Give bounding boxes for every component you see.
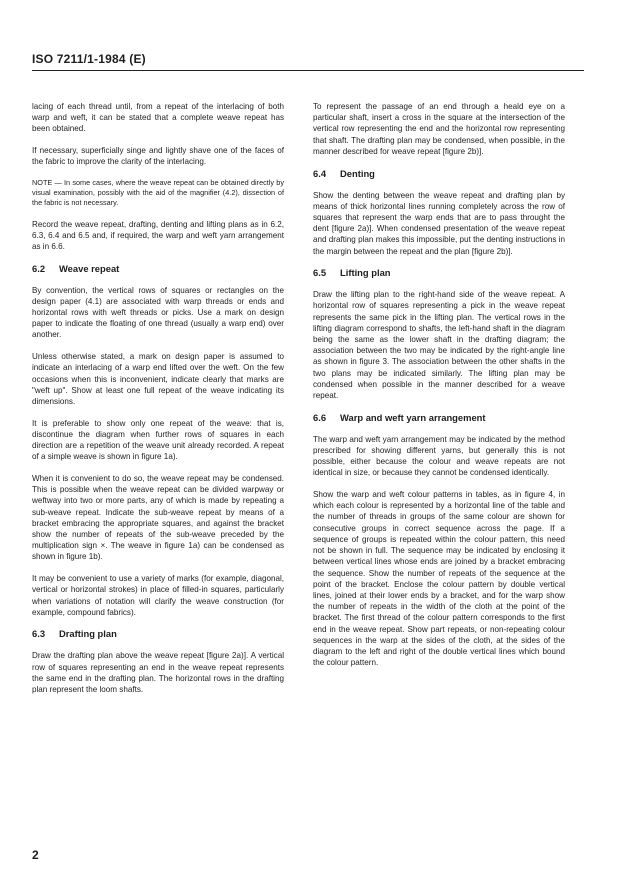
section-number: 6.3	[32, 628, 46, 640]
section-number: 6.5	[313, 267, 327, 279]
section-number: 6.4	[313, 167, 327, 179]
paragraph: Show the denting between the weave repeat and drafting plan by means of thick horizontal lines running completely across the row of squares that represent the warp ends that are to pass throught the dent [figure 2a)]. When condensed presentation of the weave repeat and drafting plan makes this impossible, put the denting instructions in the margin between the repeat and the plan [figure 2b)].	[313, 190, 565, 256]
paragraph: Draw the lifting plan to the right-hand side of the weave repeat. A horizontal row of squares representing a pick in the weave repeat represents the same pick in the lifting plan. The vertical rows in the lifting diagram correspond to shafts, the left-hand shaft in the diagram being the same as the lower shaft in the drafting diagram; the association between the two may be indicated by the right-angle line as shown in figure 3. The association between the other shafts in the two plans may be indicated similarly. The lifting plan may be condensed when possible in the manner described for a weave repeat.	[313, 290, 565, 401]
note: NOTE — In some cases, where the weave repeat can be obtained directly by visual examination, possibly with the aid of the magnifier (4.2), dissection of the fabric is not necessary.	[32, 178, 284, 208]
paragraph: Draw the drafting plan above the weave repeat [figure 2a)]. A vertical row of squares representing an end in the weave repeat represents the same end in the drafting plan. The horizontal rows in the drafting plan represent the loom shafts.	[32, 651, 284, 695]
section-heading-6-3	[32, 628, 284, 640]
right-column	[313, 101, 565, 679]
paragraph: lacing of each thread until, from a repeat of the interlacing of both warp and weft, it can be stated that a complete weave repeat has been obtained.	[32, 102, 284, 134]
paragraph: By convention, the vertical rows of squares or rectangles on the design paper (4.1) are associated with warp threads or ends and horizontal rows with weft threads or picks. Use a mark on design paper to indicate the floating of one thread (usually a warp end) over another.	[32, 285, 284, 340]
paragraph: The warp and weft yarn arrangement may be indicated by the method prescribed for showing different yarns, but generally this is not possible, either because the colour and weave repeats are not identical in size, or because they cannot be condensed identically.	[313, 434, 565, 478]
section-number: 6.6	[313, 411, 327, 423]
section-heading-6-5	[313, 267, 565, 279]
paragraph: It may be convenient to use a variety of marks (for example, diagonal, vertical or horizontal strokes) in place of filled-in squares, particularly when variations of notation will clarify the weave construction (for example, compound fabrics).	[32, 574, 284, 617]
paragraph: To represent the passage of an end through a heald eye on a particular shaft, insert a cross in the square at the intersection of the vertical row representing the end and the horizontal row representing that shaft. The drafting plan may be condensed, when possible, in the manner described for weave repeat [figure 2b)].	[313, 102, 565, 156]
section-title: Denting	[340, 167, 375, 179]
paragraph: It is preferable to show only one repeat of the weave: that is, discontinue the diagram when further rows of squares in each direction are a repetition of the weave unit already recorded. A repeat of a simple weave is shown in figure 1a).	[32, 418, 284, 462]
section-title: Warp and weft yarn arrangement	[340, 411, 486, 423]
paragraph: Show the warp and weft colour patterns in tables, as in figure 4, in which each colour is represented by a horizontal line of the table and the number of threads in groups of the same colour are shown for consecutive groups in correct sequence across the page. If a sequence of groups is repeated within the colour pattern, this need not be shown in full. The sequence may be indicated by enclosing it between vertical lines whose ends are joined by a bracket embracing the sequence. Show the number of repeats of the sequence at the point of the bracket. Enclose the colour pattern by double vertical lines, joined at their lower ends by a bracket, and for the warp show the number of repeats in the width of the cloth at the point of the bracket. The first thread of the colour pattern corresponds to the first end in the weave repeat. Show part repeats, or non-repeating colour sequences in the warp at the sides of the cloth, at the sides of the diagram to the left and right of the double vertical lines which bound the colour pattern.	[313, 490, 565, 668]
paragraph: When it is convenient to do so, the weave repeat may be condensed. This is possible when the weave repeat can be divided warpway or weftway into two or more parts, any of which is made by repeating a sub-weave repeat. Indicate the sub-weave repeat by means of a bracket embracing the appropriate squares, and against the bracket show the number of repeats of the sub-weave preceded by the multiplication sign ×. The weave in figure 1a) can be condensed as shown in figure 1b).	[32, 473, 284, 562]
paragraph: If necessary, superficially singe and lightly shave one of the faces of the fabric to improve the clarity of the interlacing.	[32, 146, 284, 167]
section-number: 6.2	[32, 262, 46, 274]
paragraph: Record the weave repeat, drafting, denting and lifting plans as in 6.2, 6.3, 6.4 and 6.5 and, if required, the warp and weft yarn arrangement as in 6.6.	[32, 219, 284, 251]
section-title: Weave repeat	[59, 262, 120, 274]
paragraph: Unless otherwise stated, a mark on design paper is assumed to indicate an interlacing of a warp end lifted over the weft. On the few occasions when this is inconvenient, indicate clearly that marks are "weft up". Show at least one full repeat of the weave indicating its dimensions.	[32, 352, 284, 406]
page-number: 2	[32, 848, 39, 862]
header-rule	[32, 70, 584, 71]
section-heading-6-6	[313, 412, 565, 424]
section-heading-6-2	[32, 263, 284, 275]
section-title: Drafting plan	[59, 628, 117, 640]
section-heading-6-4	[313, 168, 565, 180]
section-title: Lifting plan	[340, 267, 391, 279]
document-header: ISO 7211/1-1984 (E)	[32, 52, 146, 66]
left-column	[32, 101, 284, 706]
